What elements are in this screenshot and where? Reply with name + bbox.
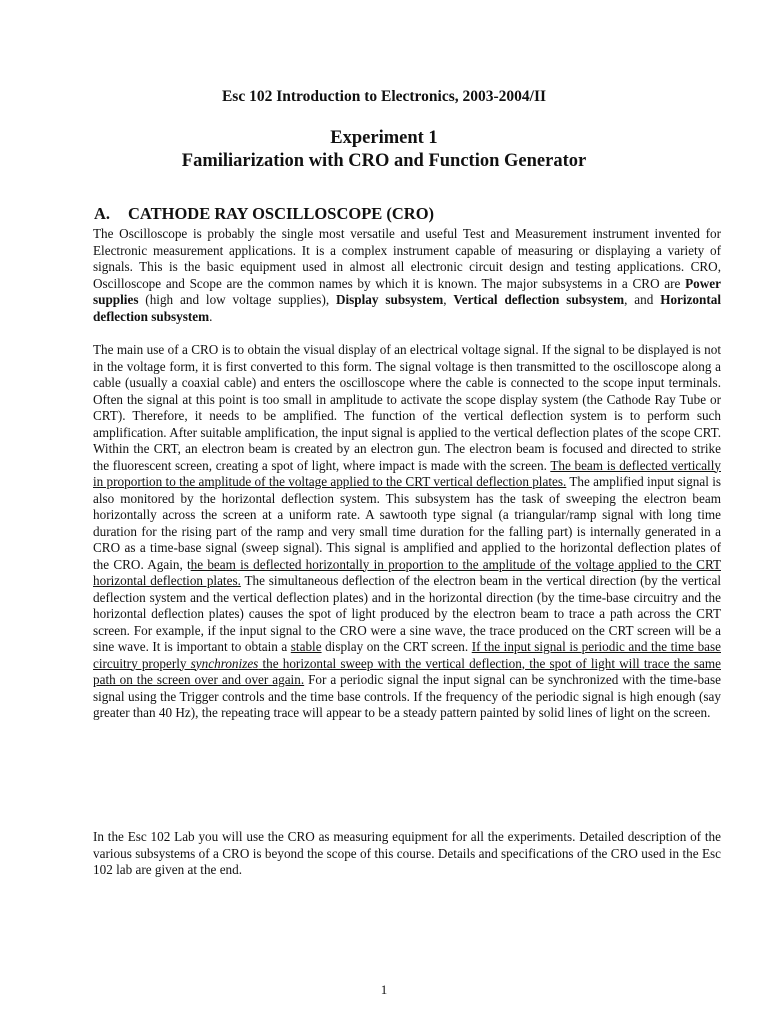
paragraph-intro xyxy=(93,226,721,325)
underlined-text: the horizontal sweep with the vertical deflection, the spot of light will trace the same path on the screen over and over again. xyxy=(93,655,721,687)
text-run: (high and low voltage supplies), xyxy=(138,292,336,307)
text-run: The Oscilloscope is probably the single most versatile and useful Test and Measurement instrument invented for Electronic measurement applications. It is a complex instrument capable of measuring or displaying a variety of signals. This is the basic equipment used in almost all electronic circuit design and testing applications. CRO, Oscilloscope and Scope are the common names by which it is known. The major subsystems in a CRO are xyxy=(93,226,721,291)
bold-term-power-supplies: Power supplies xyxy=(93,275,721,307)
underlined-text: If the input signal is periodic and the time base circuitry properly xyxy=(93,639,721,671)
section-heading xyxy=(94,204,434,224)
paragraph-main-use xyxy=(93,342,721,722)
underlined-text: The beam is deflected vertically in proportion to the amplitude of the voltage applied to the CRT vertical deflection plates. xyxy=(93,457,721,489)
page-number: 1 xyxy=(380,982,388,997)
text-run: display on the CRT screen. xyxy=(321,639,472,654)
section-label: A. xyxy=(94,204,111,223)
section-title: CATHODE RAY OSCILLOSCOPE (CRO) xyxy=(128,204,435,223)
underlined-text: he beam is deflected horizontally in proportion to the amplitude of the voltage applied to the CRT horizontal deflection plates. xyxy=(93,556,721,588)
experiment-number: Experiment 1 xyxy=(330,128,438,148)
text-run: , and xyxy=(624,292,661,307)
underlined-italic-text: synchronizes xyxy=(190,655,259,671)
text-run: . xyxy=(209,308,213,324)
experiment-title: Familiarization with CRO and Function Generator xyxy=(181,151,587,171)
bold-term-horizontal-deflection: Horizontal deflection subsystem xyxy=(93,292,722,324)
text-run: The amplified input signal is also monitored by the horizontal deflection system. This subsystem has the task of sweeping the electron beam horizontally across the screen at a uniform rate. A sawtooth type signal (a triangular/ramp signal with long time duration for the rising part of the ramp and very small time duration for the falling part) is internally generated in a CRO as a time-base signal (sweep signal). This signal is amplified and applied to the horizontal deflection plates of the CRO. Again, t xyxy=(93,474,721,572)
paragraph-lab-usage: In the Esc 102 Lab you will use the CRO as measuring equipment for all the experiments. Detailed description of the various subsystems of a CRO is beyond the scope of this course. Details and specifications of the CRO used in the Esc 102 lab are given at the end. xyxy=(93,829,721,877)
text-run: The simultaneous deflection of the electron beam in the vertical direction (by the vertical deflection system and the vertical deflection plates) and in the horizontal direction (by the time-base circuitry and the horizontal deflection plates) causes the spot of light produced by the electron beam to trace a path across the CRT screen. For example, if the input signal to the CRO were a sine wave, the trace produced on the CRT screen will be a sine wave. It is important to obtain a xyxy=(93,573,721,654)
text-run: The main use of a CRO is to obtain the visual display of an electrical voltage signal. If the signal to be displayed is not in the voltage form, it is first converted to this form. The signal voltage is then transmitted to the oscilloscope along a cable (usually a coaxial cable) and enters the oscilloscope where the cable is connected to the scope input terminals. Often the signal at this point is too small in amplitude to activate the scope display system (the Cathode Ray Tube or CRT). Therefore, it needs to be amplified. The function of the vertical deflection system is to perform such amplification. After suitable amplification, the input signal is applied to the vertical deflection plates of the scope CRT. Within the CRT, an electron beam is created by an electron gun. The electron beam is focused and directed to strike the fluorescent screen, creating a spot of light, where impact is made with the screen. xyxy=(93,342,721,473)
course-header: Esc 102 Introduction to Electronics, 2003-2004/II xyxy=(221,88,547,105)
bold-term-display-subsystem: Display subsystem xyxy=(335,292,444,307)
experiment-heading xyxy=(0,127,768,173)
bold-term-vertical-deflection: Vertical deflection subsystem xyxy=(453,292,625,307)
text-run: , xyxy=(443,292,454,307)
text-run: For a periodic signal the input signal can be synchronized with the time-base signal using the Trigger controls and the time base controls. If the frequency of the periodic signal is high enough (say greater than 40 Hz), the repeating trace will appear to be a steady pattern painted by solid lines of light on the screen. xyxy=(93,672,721,720)
underlined-text: stable xyxy=(290,639,322,654)
